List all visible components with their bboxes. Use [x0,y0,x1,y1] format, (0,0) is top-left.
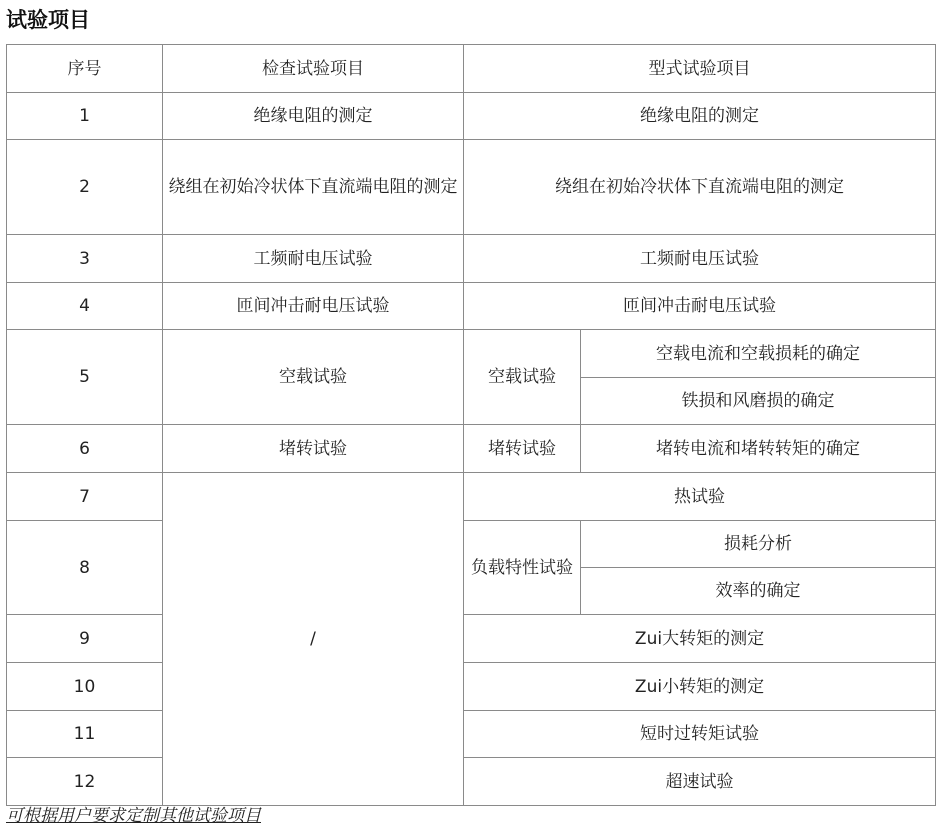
table-row [7,615,936,663]
type-group-cell: 堵转试验 [464,425,581,473]
type-cell: 匝间冲击耐电压试验 [464,283,936,330]
type-subitem-cell: 铁损和风磨损的确定 [581,378,936,425]
type-cell: 短时过转矩试验 [464,711,936,758]
custom-tests-note: 可根据用户要求定制其他试验项目 [6,806,261,826]
table-row [7,758,936,806]
seq-cell: 4 [7,283,163,330]
table-row [7,283,936,330]
header-type: 型式试验项目 [464,45,936,93]
seq-cell: 5 [7,330,163,425]
type-group-cell: 空载试验 [464,330,581,425]
type-subitem-cell: 效率的确定 [581,568,936,615]
table-row [7,93,936,140]
seq-cell: 11 [7,711,163,758]
seq-cell: 1 [7,93,163,140]
inspection-placeholder-cell: / [163,473,464,806]
table-row [7,425,936,473]
type-group-cell: 负载特性试验 [464,521,581,615]
table-header-row [7,45,936,93]
seq-cell: 12 [7,758,163,806]
type-subitem-cell: 损耗分析 [581,521,936,568]
seq-cell: 3 [7,235,163,283]
inspection-cell: 绝缘电阻的测定 [163,93,464,140]
inspection-cell: 堵转试验 [163,425,464,473]
type-cell: 工频耐电压试验 [464,235,936,283]
header-seq: 序号 [7,45,163,93]
type-cell: 热试验 [464,473,936,521]
inspection-cell: 工频耐电压试验 [163,235,464,283]
table-row [7,473,936,521]
type-cell: 绝缘电阻的测定 [464,93,936,140]
header-inspection: 检查试验项目 [163,45,464,93]
page-title: 试验项目 [6,8,90,32]
type-cell: Zui小转矩的测定 [464,663,936,711]
seq-cell: 9 [7,615,163,663]
table-row [7,140,936,235]
table-row [7,663,936,711]
test-items-table [6,44,936,806]
type-cell: 超速试验 [464,758,936,806]
seq-cell: 7 [7,473,163,521]
type-subitem-cell: 空载电流和空载损耗的确定 [581,330,936,378]
inspection-cell: 匝间冲击耐电压试验 [163,283,464,330]
seq-cell: 6 [7,425,163,473]
seq-cell: 10 [7,663,163,711]
table-row [7,521,936,568]
seq-cell: 8 [7,521,163,615]
inspection-cell: 空载试验 [163,330,464,425]
type-subitem-cell: 堵转电流和堵转转矩的确定 [581,425,936,473]
type-cell: Zui大转矩的测定 [464,615,936,663]
type-cell: 绕组在初始冷状体下直流端电阻的测定 [464,140,936,235]
table-row [7,711,936,758]
table-row [7,235,936,283]
seq-cell: 2 [7,140,163,235]
table-row [7,330,936,378]
inspection-cell: 绕组在初始冷状体下直流端电阻的测定 [163,140,464,235]
